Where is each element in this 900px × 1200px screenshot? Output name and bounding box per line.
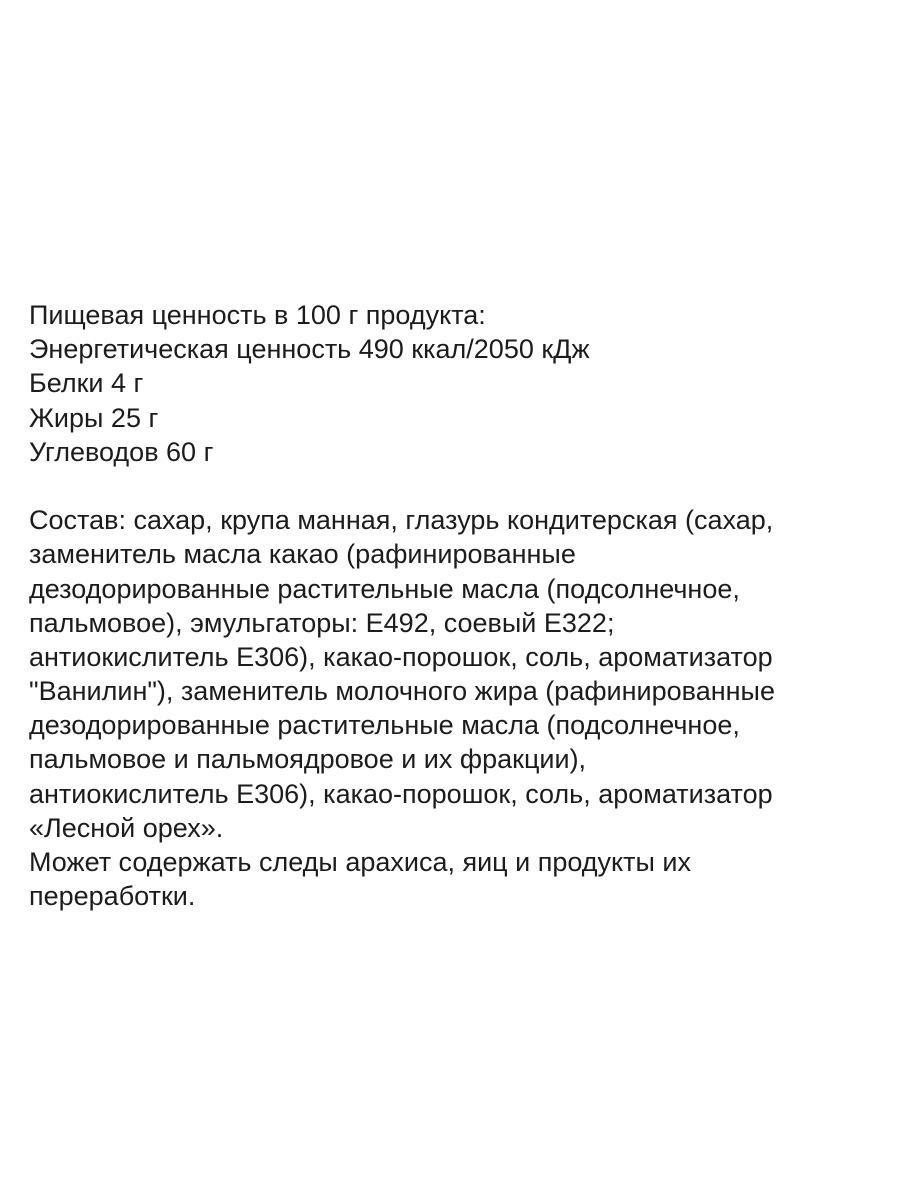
composition-line: дезодорированные растительные масла (подсолнечное, bbox=[29, 710, 740, 741]
composition-line: пальмовое), эмульгаторы: Е492, соевый Е322; bbox=[29, 607, 615, 638]
allergen-line: переработки. bbox=[29, 881, 196, 912]
composition-line: антиокислитель Е306), какао-порошок, соль, ароматизатор bbox=[29, 778, 773, 809]
protein-value: Белки 4 г bbox=[29, 368, 144, 399]
composition-block bbox=[29, 503, 879, 845]
composition-line: антиокислитель Е306), какао-порошок, соль, ароматизатор bbox=[29, 641, 773, 672]
energy-value: Энергетическая ценность 490 ккал/2050 кДж bbox=[29, 334, 590, 365]
composition-line: пальмовое и пальмоядровое и их фракции), bbox=[29, 744, 587, 775]
composition-line: заменитель масла какао (рафинированные bbox=[29, 539, 576, 570]
fat-value: Жиры 25 г bbox=[29, 402, 159, 433]
allergen-line: Может содержать следы арахиса, яиц и продукты их bbox=[29, 847, 692, 877]
nutrition-facts bbox=[29, 298, 879, 469]
product-info-document bbox=[29, 298, 879, 913]
nutrition-heading: Пищевая ценность в 100 г продукта: bbox=[29, 300, 486, 330]
carbs-value: Углеводов 60 г bbox=[29, 436, 214, 467]
composition-line: «Лесной орех». bbox=[29, 812, 224, 843]
composition-line: Состав: сахар, крупа манная, глазурь кондитерская (сахар, bbox=[29, 505, 774, 536]
allergen-warning bbox=[29, 845, 879, 913]
composition-line: дезодорированные растительные масла (подсолнечное, bbox=[29, 573, 740, 604]
composition-line: "Ванилин"), заменитель молочного жира (рафинированные bbox=[29, 676, 775, 707]
